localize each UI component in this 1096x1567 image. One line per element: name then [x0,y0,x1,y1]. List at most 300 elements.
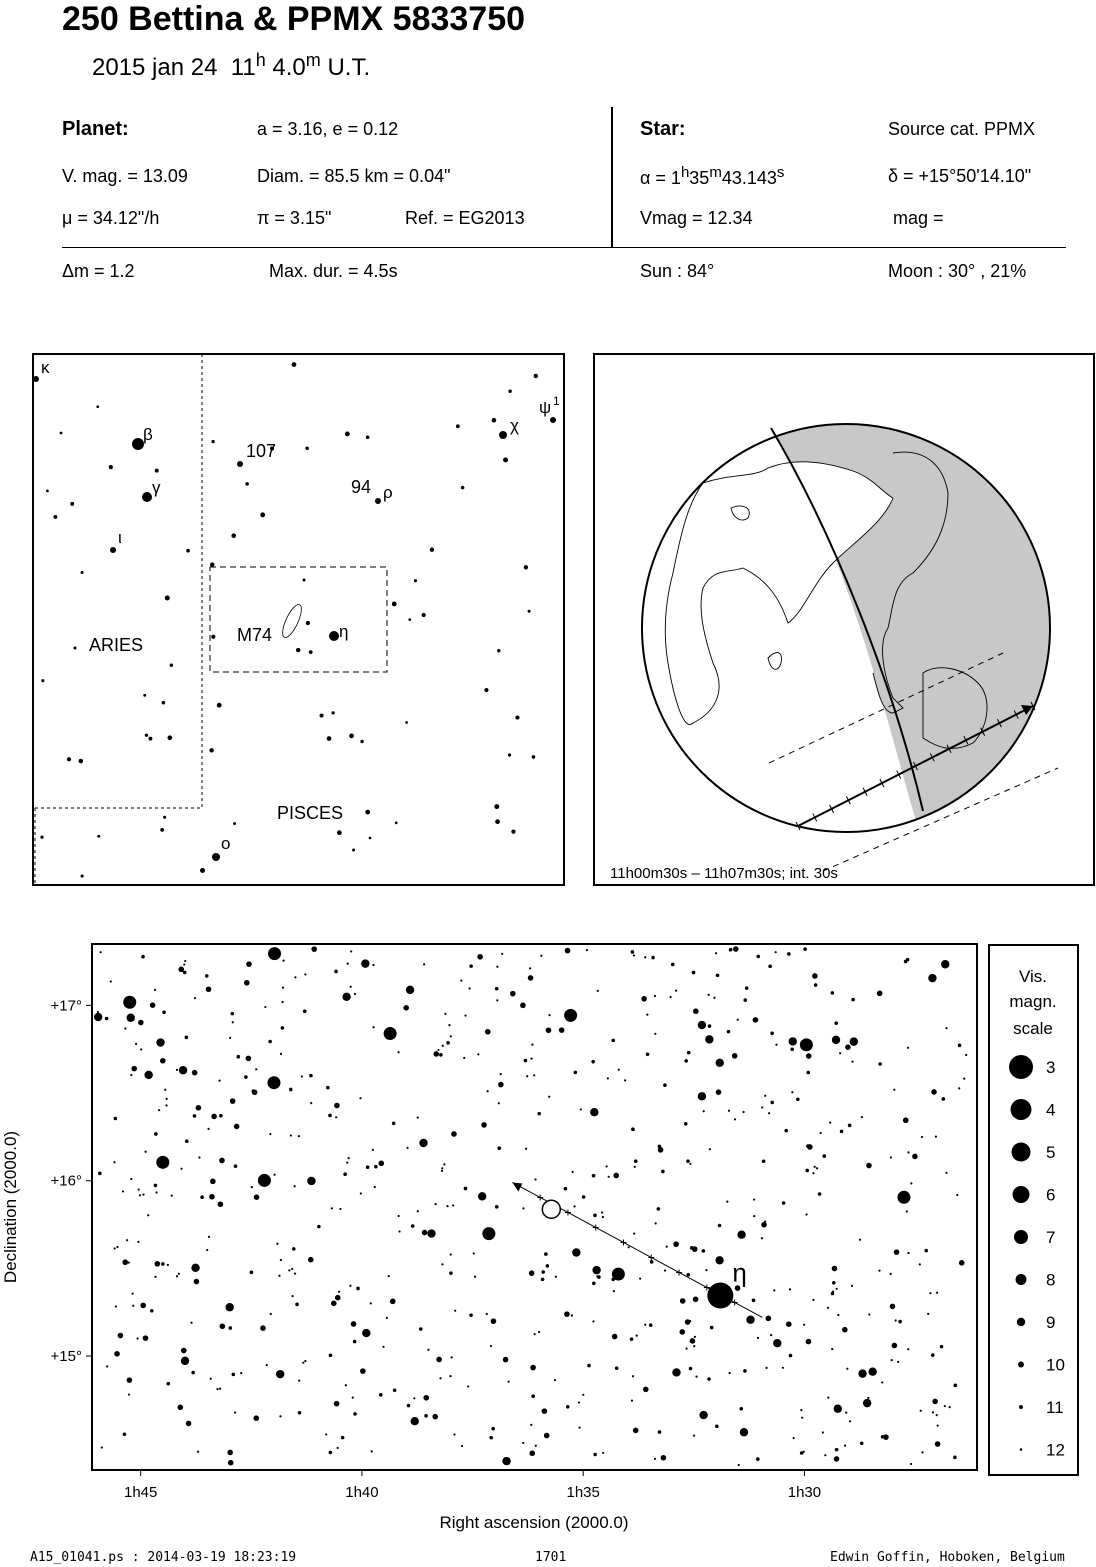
chart-star [564,1187,568,1191]
chart-star [680,1298,686,1304]
chart-star [921,1451,923,1453]
chart-star [643,1387,649,1393]
chart-star [208,1236,210,1238]
chart-star [510,991,516,997]
finder-star [165,596,170,601]
chart-star [218,1080,220,1082]
chart-star [251,1186,253,1188]
chart-star [953,1456,957,1460]
chart-star [218,1201,224,1207]
chart-star [661,1170,665,1174]
chart-star [949,1406,951,1408]
chart-star [634,1166,636,1168]
chart-star [806,1071,810,1075]
chart-star [803,1324,805,1326]
chart-star [634,1159,638,1163]
finder-star [395,822,398,825]
chart-star [715,1425,719,1429]
chart-star [624,1079,626,1081]
finder-star [369,837,372,840]
chart-star [546,1027,552,1033]
chart-star [664,1269,666,1271]
chart-star [770,1334,772,1336]
chart-star [150,1309,154,1313]
chart-star [127,1377,133,1383]
finder-star [109,465,113,469]
chart-star [636,1335,638,1337]
chart-star [135,1043,137,1045]
chart-star [229,1037,231,1039]
finder-star [405,721,408,724]
chart-star [868,1313,870,1315]
chart-star [371,1450,373,1452]
chart-star [372,964,374,966]
chart-star [337,1447,339,1449]
chart-star [205,974,209,978]
chart-star [372,1149,374,1151]
planet-ref: Ref. = EG2013 [405,208,525,228]
chart-star [740,1428,748,1436]
chart-star [378,1161,384,1167]
chart-star [541,1270,545,1274]
alpha-minutes: 35 [689,168,710,188]
chart-star [183,971,187,975]
magnitude-legend [988,944,1080,1476]
chart-star [762,1159,766,1163]
finder-star [534,374,538,378]
chart-star [692,971,696,975]
finder-star [365,810,370,815]
chart-star [898,1320,902,1324]
chart-star [832,1281,836,1285]
finder-star [305,446,309,450]
chart-star [907,1252,909,1254]
chart-star [350,986,352,988]
star-alpha [640,164,784,189]
chart-star [718,1224,722,1228]
chart-star [282,987,284,989]
chart-star [491,1427,495,1431]
chart-star [867,1397,869,1399]
chart-star [770,1031,774,1035]
chart-star [180,1168,182,1170]
chart-star [278,1275,280,1277]
chart-star [698,1021,706,1029]
chart-star [255,1068,257,1070]
chart-star [210,1179,216,1185]
chart-star [446,1205,448,1207]
chart-star [310,1102,312,1104]
finder-star [217,703,222,708]
chart-star [126,1239,128,1241]
chart-star [958,1044,962,1048]
chart-star [128,1393,130,1395]
finder-star [40,836,43,839]
finder-star [70,502,74,506]
chart-star [705,1035,713,1043]
chart-star [940,1345,944,1349]
chart-star [582,1394,584,1396]
chart-star [728,1110,730,1112]
finder-star [237,461,243,467]
chart-star [228,1460,234,1466]
chart-star [650,1260,654,1264]
chart-star [756,955,760,959]
chart-star [294,1272,296,1274]
finder-star [210,562,215,567]
chart-star [904,960,908,964]
chart-star [849,1420,851,1422]
chart-star [525,1148,527,1150]
chart-star [775,951,777,953]
chart-star [655,1222,657,1224]
chart-star [176,1069,178,1071]
chart-star [273,1174,275,1176]
chart-star [863,1399,871,1407]
chart-star [690,1338,696,1344]
legend-mag-label: 9 [1046,1313,1056,1332]
chart-star [227,1450,233,1456]
chart-star [280,1053,282,1055]
chart-star [186,1421,192,1427]
planet-parallax: π = 3.15" [257,208,332,228]
chart-star [464,1187,468,1191]
chart-star [131,1066,137,1072]
finder-star [96,405,99,408]
chart-star [866,1163,872,1169]
finder-star [142,492,152,502]
chart-star [200,1195,204,1199]
chart-star [290,1134,292,1136]
chart-star [281,1026,285,1030]
chart-star [156,1156,169,1169]
chart-star [858,1369,866,1377]
header-divider [611,107,613,247]
legend-mag-label: 5 [1046,1143,1056,1162]
chart-star [234,1164,238,1168]
chart-star [147,1214,149,1216]
finder-star [515,716,519,720]
finder-star [81,571,84,574]
chart-star [150,1002,156,1008]
finder-star [494,804,499,809]
chart-star [859,1239,861,1241]
chart-star [500,1073,502,1075]
chart-star [142,1194,144,1196]
chart-star [716,1089,722,1095]
chart-star [526,1075,528,1077]
chart-star [194,1279,200,1285]
chart-star [497,1146,501,1150]
chart-star [936,1414,938,1416]
chart-star [144,1071,152,1079]
finder-star [306,621,310,625]
page-title: 250 Bettina & PPMX 5833750 [62,0,526,38]
chart-star [881,1381,883,1383]
chart-star [831,1292,835,1296]
chart-star [453,1433,455,1435]
chart-star [534,1178,536,1180]
chart-star [592,1266,600,1274]
chart-star [444,1013,446,1015]
chart-star [154,989,156,991]
chart-star [824,1454,826,1456]
chart-star [851,1285,853,1287]
chart-star [958,1087,960,1089]
chart-star [491,1318,497,1324]
star-source: Source cat. PPMX [888,119,1036,139]
chart-star [176,1275,178,1277]
chart-star [800,1451,804,1455]
chart-star [537,1112,541,1116]
finder-star [309,650,313,654]
chart-star [932,1411,934,1413]
chart-star [912,1154,918,1160]
chart-star [417,1117,419,1119]
hour-unit: h [255,50,266,70]
chart-star [140,1303,146,1309]
chart-star [593,1214,597,1218]
chart-star [834,1405,842,1413]
chart-star [329,1353,333,1357]
chart-star [698,1092,706,1100]
chart-star [631,950,635,954]
chart-star [541,1278,545,1282]
chart-star [590,1108,598,1116]
chart-star [349,1285,351,1287]
chart-star [963,1078,965,1080]
chart-star [790,1047,794,1051]
chart-star [814,1166,816,1168]
chart-star [669,996,671,998]
finder-star [349,734,354,739]
chart-star [309,1074,313,1078]
chart-star [663,1083,667,1087]
chart-star [246,1056,252,1062]
chart-star [260,1325,266,1331]
chart-star [851,998,855,1002]
chart-star [690,1246,694,1250]
alpha-s-unit: s [776,164,785,181]
chart-star [448,1024,450,1026]
chart-star [373,1026,375,1028]
finder-star [110,547,116,553]
chart-star [496,966,498,968]
chart-star [737,1230,745,1238]
finder-star [508,390,511,393]
chart-star [474,1276,476,1278]
chart-star [840,1130,844,1134]
chart-star [520,1003,526,1009]
chart-star [432,1414,438,1420]
chart-star [564,1009,577,1022]
chart-star [631,1127,635,1131]
chart-star [388,1275,390,1277]
chart-star [210,1378,212,1380]
chart-star [633,1428,639,1434]
legend-dot [1009,1055,1033,1079]
chart-star [118,1333,124,1339]
chart-star [291,1268,293,1270]
chart-star [592,1174,596,1178]
chart-star [848,1124,852,1128]
chart-star [130,1074,132,1076]
chart-star [675,990,677,992]
legend-title-2: magn. [1009,992,1057,1011]
chart-star [699,1411,707,1419]
chart-star [827,1397,829,1399]
chart-star [304,973,306,975]
chart-star [602,1216,604,1218]
chart-star [220,1323,226,1329]
chart-star [554,1379,556,1381]
chart-star [535,1445,537,1447]
chart-star [822,1431,824,1433]
chart-star [630,1337,634,1341]
chart-star [379,1393,383,1397]
chart-star [686,1159,690,1163]
finder-star [366,435,370,439]
chart-star [352,1396,354,1398]
chart-star [814,983,818,987]
chart-star [877,991,883,997]
label-chi: χ [510,416,519,435]
chart-star [144,1151,146,1153]
chart-star [770,1101,774,1105]
chart-star [353,1412,357,1416]
chart-star [164,1089,166,1091]
chart-star [254,1194,260,1200]
chart-star [427,1349,429,1351]
alpha-seconds: 43.143 [721,168,777,188]
finder-star [74,647,77,650]
chart-star [945,1027,947,1029]
max-duration: Max. dur. = 4.5s [269,261,398,281]
chart-star [406,1147,408,1149]
chart-star [288,1269,290,1271]
globe-caption: 11h00m30s – 11h07m30s; int. 30s [610,865,838,882]
chart-star [302,1362,304,1364]
chart-star [611,1278,615,1282]
chart-star [155,1191,157,1193]
chart-star [374,1186,376,1188]
chart-star [106,1365,108,1367]
moon-info: Moon : 30° , 21% [888,261,1027,281]
footer-author: Edwin Goffin, Hoboken, Belgium [830,1550,1065,1565]
chart-star [326,1086,330,1090]
chart-star [155,1261,161,1267]
legend-dot [1013,1186,1030,1203]
chart-star [171,1194,173,1196]
header-rule [62,247,1066,248]
chart-star [128,1261,130,1263]
chart-star [910,1463,912,1465]
chart-star [606,1165,608,1167]
chart-star [831,991,835,995]
chart-star [633,954,635,956]
chart-star [423,1395,429,1401]
star-mag: mag = [893,208,944,228]
chart-star [892,1343,898,1349]
chart-star [775,1044,777,1046]
chart-star [796,1097,800,1101]
chart-star [122,1259,128,1265]
label-m74: M74 [237,625,273,645]
chart-star [452,1204,454,1206]
label-94: 94 [351,477,372,497]
legend-mag-label: 8 [1046,1270,1056,1290]
chart-star [919,1263,921,1265]
chart-star [268,947,281,960]
chart-star [531,1394,535,1398]
chart-star [446,1041,450,1045]
finder-star [60,432,63,435]
chart-star [631,1399,633,1401]
chart-star [495,987,499,991]
chart-star [266,1364,268,1366]
finder-star [352,849,355,852]
chart-star [161,1262,165,1266]
chart-star [895,1319,897,1321]
chart-star [851,1061,853,1063]
chart-star [689,1367,693,1371]
planet-heading: Planet: [62,118,129,140]
finder-star [46,489,49,492]
chart-star [559,1027,565,1033]
chart-star [894,1249,900,1255]
chart-star [508,1381,510,1383]
chart-star [586,949,588,951]
chart-star [829,1121,831,1123]
chart-star [693,1345,695,1347]
chart-star [229,1326,233,1330]
chart-star [546,1264,550,1268]
chart-star [596,1275,598,1277]
chart-star [419,1139,427,1147]
chart-star [791,1091,793,1093]
chart-star [673,1241,679,1247]
chart-star [329,1451,333,1455]
chart-star [632,1375,634,1377]
chart-star [806,1053,812,1059]
chart-star [572,1171,574,1173]
chart-star [441,1170,443,1172]
chart-star [612,1334,618,1340]
chart-star [897,1191,910,1204]
chart-star [695,1376,697,1378]
chart-star [281,1001,283,1003]
chart-star [298,1135,300,1137]
chart-star [422,1230,428,1236]
label-psi: ψ [539,398,552,417]
chart-star [280,1259,282,1261]
chart-star [654,1458,656,1460]
chart-star [219,1114,223,1118]
chart-star [360,1192,362,1194]
chart-star [566,1405,570,1409]
chart-star [715,952,717,954]
chart-star [116,1246,118,1248]
finder-star [550,417,556,423]
chart-star [654,1033,656,1035]
chart-star [464,1014,466,1016]
chart-star [773,1339,781,1347]
chart-star [339,1208,341,1210]
finder-star [532,755,536,759]
finder-star [456,424,460,428]
chart-star [646,1014,648,1016]
planet-mu: μ = 34.12"/h [62,208,160,228]
